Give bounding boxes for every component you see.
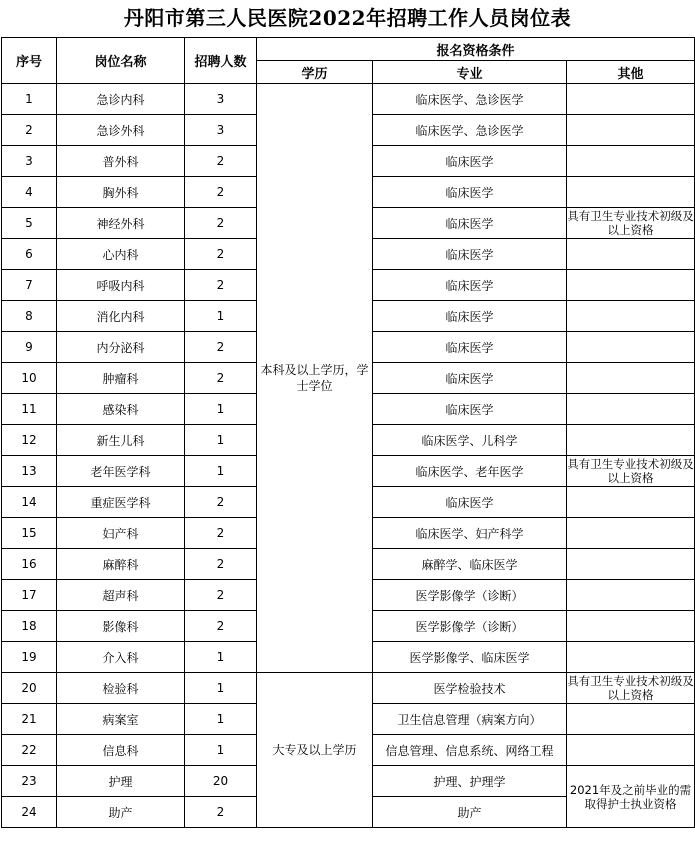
education-cell-college: 大专及以上学历 (257, 673, 373, 828)
position-cell: 急诊内科 (57, 84, 185, 115)
count-cell: 1 (185, 735, 257, 766)
seq-cell: 1 (2, 84, 57, 115)
position-cell: 肿瘤科 (57, 363, 185, 394)
other-cell (567, 270, 695, 301)
major-cell: 医学影像学、临床医学 (373, 642, 567, 673)
seq-cell: 17 (2, 580, 57, 611)
count-cell: 2 (185, 239, 257, 270)
major-cell: 临床医学、老年医学 (373, 456, 567, 487)
seq-cell: 21 (2, 704, 57, 735)
count-cell: 2 (185, 146, 257, 177)
count-cell: 1 (185, 394, 257, 425)
position-cell: 感染科 (57, 394, 185, 425)
other-cell-cert-note: 具有卫生专业技术初级及以上资格 (567, 674, 694, 702)
seq-cell: 6 (2, 239, 57, 270)
other-cell (567, 363, 695, 394)
major-cell: 卫生信息管理（病案方向） (373, 704, 567, 735)
position-cell: 重症医学科 (57, 487, 185, 518)
major-cell: 医学影像学（诊断） (373, 580, 567, 611)
other-cell-nurse-note: 2021年及之前毕业的需取得护士执业资格 (567, 766, 695, 828)
seq-cell: 22 (2, 735, 57, 766)
other-cell (567, 425, 695, 456)
seq-cell: 14 (2, 487, 57, 518)
header-position: 岗位名称 (57, 38, 185, 84)
position-cell: 妇产科 (57, 518, 185, 549)
other-cell (567, 518, 695, 549)
major-cell: 医学检验技术 (373, 673, 567, 704)
header-education: 学历 (257, 61, 373, 84)
other-cell (567, 549, 695, 580)
major-cell: 临床医学 (373, 239, 567, 270)
seq-cell: 23 (2, 766, 57, 797)
position-cell: 新生儿科 (57, 425, 185, 456)
other-cell (567, 580, 695, 611)
major-cell: 助产 (373, 797, 567, 828)
seq-cell: 3 (2, 146, 57, 177)
count-cell: 3 (185, 115, 257, 146)
seq-cell: 5 (2, 208, 57, 239)
major-cell: 临床医学、急诊医学 (373, 115, 567, 146)
seq-cell: 16 (2, 549, 57, 580)
other-cell (567, 704, 695, 735)
count-cell: 20 (185, 766, 257, 797)
seq-cell: 7 (2, 270, 57, 301)
position-cell: 介入科 (57, 642, 185, 673)
seq-cell: 10 (2, 363, 57, 394)
count-cell: 1 (185, 456, 257, 487)
seq-cell: 18 (2, 611, 57, 642)
major-cell: 护理、护理学 (373, 766, 567, 797)
seq-cell: 4 (2, 177, 57, 208)
position-cell: 消化内科 (57, 301, 185, 332)
table-row (2, 673, 695, 704)
major-cell: 临床医学 (373, 208, 567, 239)
count-cell: 2 (185, 518, 257, 549)
major-cell: 临床医学 (373, 363, 567, 394)
seq-cell: 12 (2, 425, 57, 456)
position-cell: 神经外科 (57, 208, 185, 239)
position-cell: 超声科 (57, 580, 185, 611)
count-cell: 2 (185, 332, 257, 363)
position-cell: 呼吸内科 (57, 270, 185, 301)
seq-cell: 15 (2, 518, 57, 549)
position-cell: 普外科 (57, 146, 185, 177)
position-cell: 护理 (57, 766, 185, 797)
table-row (2, 84, 695, 115)
positions-table (1, 37, 695, 828)
count-cell: 2 (185, 177, 257, 208)
other-cell (567, 239, 695, 270)
major-cell: 临床医学、妇产科学 (373, 518, 567, 549)
position-cell: 检验科 (57, 673, 185, 704)
other-cell-cert-note: 具有卫生专业技术初级及以上资格 (567, 209, 694, 237)
position-cell: 胸外科 (57, 177, 185, 208)
count-cell: 2 (185, 208, 257, 239)
count-cell: 2 (185, 611, 257, 642)
other-cell (567, 611, 695, 642)
count-cell: 2 (185, 549, 257, 580)
major-cell: 临床医学 (373, 270, 567, 301)
table-body (2, 84, 695, 828)
count-cell: 1 (185, 673, 257, 704)
position-cell: 信息科 (57, 735, 185, 766)
count-cell: 2 (185, 270, 257, 301)
major-cell: 临床医学 (373, 177, 567, 208)
major-cell: 临床医学 (373, 487, 567, 518)
major-cell: 医学影像学（诊断） (373, 611, 567, 642)
other-cell (567, 115, 695, 146)
seq-cell: 20 (2, 673, 57, 704)
position-cell: 病案室 (57, 704, 185, 735)
position-cell: 助产 (57, 797, 185, 828)
major-cell: 临床医学 (373, 301, 567, 332)
major-cell: 临床医学、儿科学 (373, 425, 567, 456)
other-cell (567, 332, 695, 363)
header-count: 招聘人数 (185, 38, 257, 84)
position-cell: 老年医学科 (57, 456, 185, 487)
seq-cell: 9 (2, 332, 57, 363)
count-cell: 2 (185, 363, 257, 394)
other-cell (567, 84, 695, 115)
header-conditions: 报名资格条件 (257, 38, 695, 61)
count-cell: 2 (185, 797, 257, 828)
count-cell: 2 (185, 487, 257, 518)
count-cell: 2 (185, 580, 257, 611)
position-cell: 内分泌科 (57, 332, 185, 363)
seq-cell: 19 (2, 642, 57, 673)
count-cell: 1 (185, 642, 257, 673)
other-cell (567, 487, 695, 518)
other-cell (567, 146, 695, 177)
major-cell: 信息管理、信息系统、网络工程 (373, 735, 567, 766)
position-cell: 麻醉科 (57, 549, 185, 580)
major-cell: 临床医学 (373, 332, 567, 363)
position-cell: 心内科 (57, 239, 185, 270)
count-cell: 1 (185, 425, 257, 456)
other-cell (567, 394, 695, 425)
header-seq: 序号 (2, 38, 57, 84)
seq-cell: 11 (2, 394, 57, 425)
count-cell: 3 (185, 84, 257, 115)
major-cell: 麻醉学、临床医学 (373, 549, 567, 580)
position-cell: 急诊外科 (57, 115, 185, 146)
other-cell (567, 177, 695, 208)
position-cell: 影像科 (57, 611, 185, 642)
major-cell: 临床医学、急诊医学 (373, 84, 567, 115)
seq-cell: 8 (2, 301, 57, 332)
header-other: 其他 (567, 61, 695, 84)
education-cell-bachelor: 本科及以上学历，学士学位 (257, 84, 373, 673)
header-major: 专业 (373, 61, 567, 84)
seq-cell: 13 (2, 456, 57, 487)
count-cell: 1 (185, 301, 257, 332)
other-cell (567, 642, 695, 673)
other-cell-cert-note: 具有卫生专业技术初级及以上资格 (567, 457, 694, 485)
page-title: 丹阳市第三人民医院2022年招聘工作人员岗位表 (123, 6, 572, 30)
count-cell: 1 (185, 704, 257, 735)
major-cell: 临床医学 (373, 394, 567, 425)
other-cell (567, 735, 695, 766)
seq-cell: 24 (2, 797, 57, 828)
other-cell (567, 301, 695, 332)
seq-cell: 2 (2, 115, 57, 146)
major-cell: 临床医学 (373, 146, 567, 177)
